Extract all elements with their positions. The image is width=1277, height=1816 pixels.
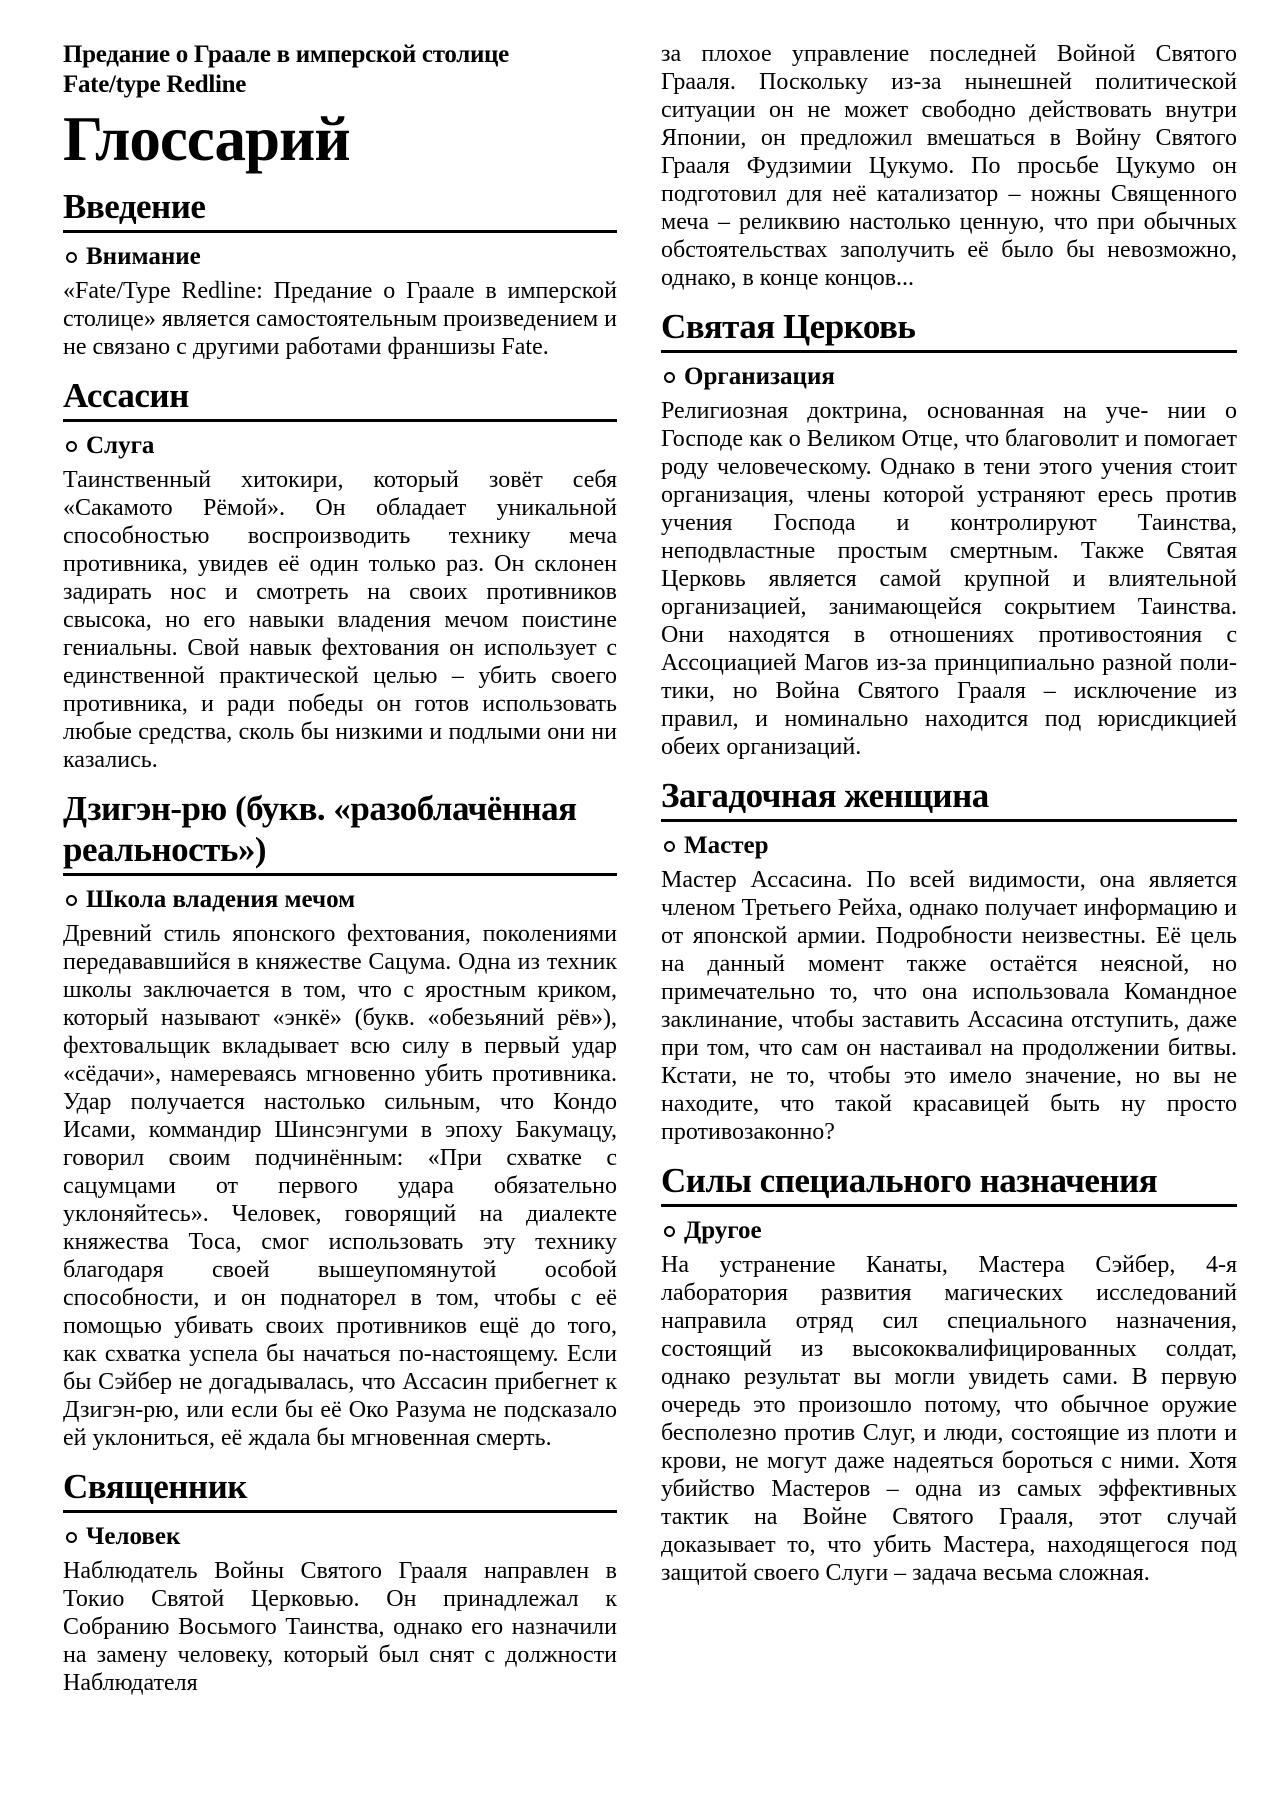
section-jigen-ryu [63,788,617,1452]
section-holy-church [661,306,1237,761]
section-paragraph: Таинственный хитокири, который зовёт себя «Сакамото Рёмой». Он обладает уникальной способностью воспроизводить технику меча противника, увидев её один только раз. Он склонен задирать нос и смотреть на своих противников свысока, но его навыки владения мечом поистине гениальны. Свой навык фехтования он использует с единственной практической целью – убить своего противника, и ради победы он готов использовать любые средства, сколь бы низкими и подлыми они ни казались. [63,467,617,773]
section-tag-row [63,242,617,271]
section-heading: Введение [63,186,617,233]
section-paragraph: «Fate/Type Redline: Предание о Граале в имперской столице» является самостоятельным произведением и не связано с другими работами франшизы Fate. [63,278,617,360]
circle-bullet-icon [664,841,675,852]
section-tag: Человек [86,1523,181,1550]
section-special-forces [661,1160,1237,1587]
section-tag-row [661,831,1237,860]
section-paragraph: Древний стиль японского фехтования, поколениями передававшийся в княжестве Сацума. Одна из техник школы заключается в том, что с яростным криком, который называют «энкё» (букв. «обезьяний рёв»), фехтовальщик вкладывает всю силу в первый удар «сёдачи», намереваясь мгновенно убить противника. Удар получается настолько сильным, что Кондо Исами, коммандир Шинсэнгуми в эпоху Бакумацу, говорил своим подчинённым: «При схватке с сацумцами от первого удара обязательно уклоняйтесь». Человек, говорящий на диалекте княжества Тоса, смог использовать эту технику благодаря своей вышеупомянутой особой способности, и он поднаторел в том, чтобы с её помощью убивать своих противников ещё до того, как схватка успела бы начаться по-настоящему. Если бы Сэйбер не догадывалась, что Ассасин прибегнет к Дзигэн-рю, или если бы её Око Разума не подсказало ей уклониться, её ждала бы мгновенная смерть. [63,921,617,1451]
page-title: Глоссарий [63,104,350,174]
section-heading: Ассасин [63,375,617,422]
section-tag-row [661,362,1237,391]
section-introduction [63,186,617,361]
circle-bullet-icon [66,441,77,452]
section-tag-row [63,431,617,460]
section-priest-continuation [661,40,1237,292]
section-heading: Силы специального назначения [661,1160,1237,1207]
section-paragraph: На устранение Канаты, Мастера Сэйбер, 4-я лаборатория развития магических исследований направила отряд сил специального назначения, состоящий из высококвалифицированных солдат, однако результат вы могли увидеть сами. В первую очередь это произошло потому, что обычное оружие бесполезно против Слуг, и люди, состоящие из плоти и крови, не могут даже надеяться бороться с ними. Хотя убийство Мастеров – одна из самых эффективных тактик на Войне Святого Грааля, этот случай доказывает то, что убить Мастера, находящегося под защитой своего Слуги – задача весьма сложная. [661,1252,1237,1586]
section-heading: Загадочная женщина [661,775,1237,822]
section-tag-row [661,1216,1237,1245]
circle-bullet-icon [66,895,77,906]
section-tag-row [63,1522,617,1551]
section-tag: Внимание [86,243,201,270]
section-heading: Дзигэн-рю (букв. «разоблачённая реальность») [63,788,617,876]
section-tag-row [63,885,617,914]
section-tag: Школа владения мечом [86,886,356,913]
circle-bullet-icon [664,1226,675,1237]
section-heading: Святая Церковь [661,306,1237,353]
section-priest [63,1466,617,1697]
section-tag: Слуга [86,432,155,459]
section-tag: Другое [684,1217,762,1244]
series-title: Предание о Граале в имперской столице [63,41,509,68]
left-column [63,40,617,1697]
right-column [661,40,1237,1587]
section-paragraph: Наблюдатель Войны Святого Грааля направлен в Токио Святой Церковью. Он принадлежал к Собранию Восьмого Таинства, однако его назначили на замену человеку, который был снят с должности Наблюдателя [63,1558,617,1696]
section-mysterious-woman [661,775,1237,1146]
series-subtitle: Fate/type Redline [63,71,247,98]
section-paragraph: Мастер Ассасина. По всей видимости, она является членом Третьего Рейха, однако получает информацию и от японской армии. Подробности неизвестны. Её цель на данный момент также остаётся неясной, но примечательно то, что она использовала Командное заклинание, чтобы заставить Ассасина отступить, даже при том, что сам он настаивал на продолжении битвы. Кстати, не то, чтобы это имело значение, но вы не находите, что такой красавицей быть ну просто противозаконно? [661,867,1237,1145]
section-paragraph: за плохое управление последней Войной Святого Грааля. Поскольку из-за нынешней политической ситуации он не может свободно действовать внутри Японии, он предложил вмешаться в Войну Святого Грааля Фудзимии Цукумо. По просьбе Цукумо он подготовил для неё катализатор – ножны Священного меча – реликвию настолько ценную, что при обычных обстоятельствах заполучить её было бы невозможно, однако, в конце концов... [661,41,1237,291]
section-tag: Мастер [684,832,769,859]
section-heading: Священник [63,1466,617,1513]
circle-bullet-icon [66,1532,77,1543]
section-paragraph: Религиозная доктрина, основанная на уче- нии о Господе как о Великом Отце, что благоволит и помогает роду человеческому. Однако в тени этого учения стоит организация, члены которой устраняют ересь против учения Господа и контролируют Таинства, неподвластные простым смертным. Также Святая Церковь является самой крупной и влиятельной организацией, занимающейся сокрытием Таинства. Они находятся в отношениях противостояния с Ассоциацией Магов из-за принципиально разной поли- тики, но Война Святого Грааля – исключение из правил, и номинально находится под юрисдикцией обеих организаций. [661,398,1237,760]
section-tag: Организация [684,363,835,390]
circle-bullet-icon [664,372,675,383]
section-assassin [63,375,617,774]
circle-bullet-icon [66,252,77,263]
